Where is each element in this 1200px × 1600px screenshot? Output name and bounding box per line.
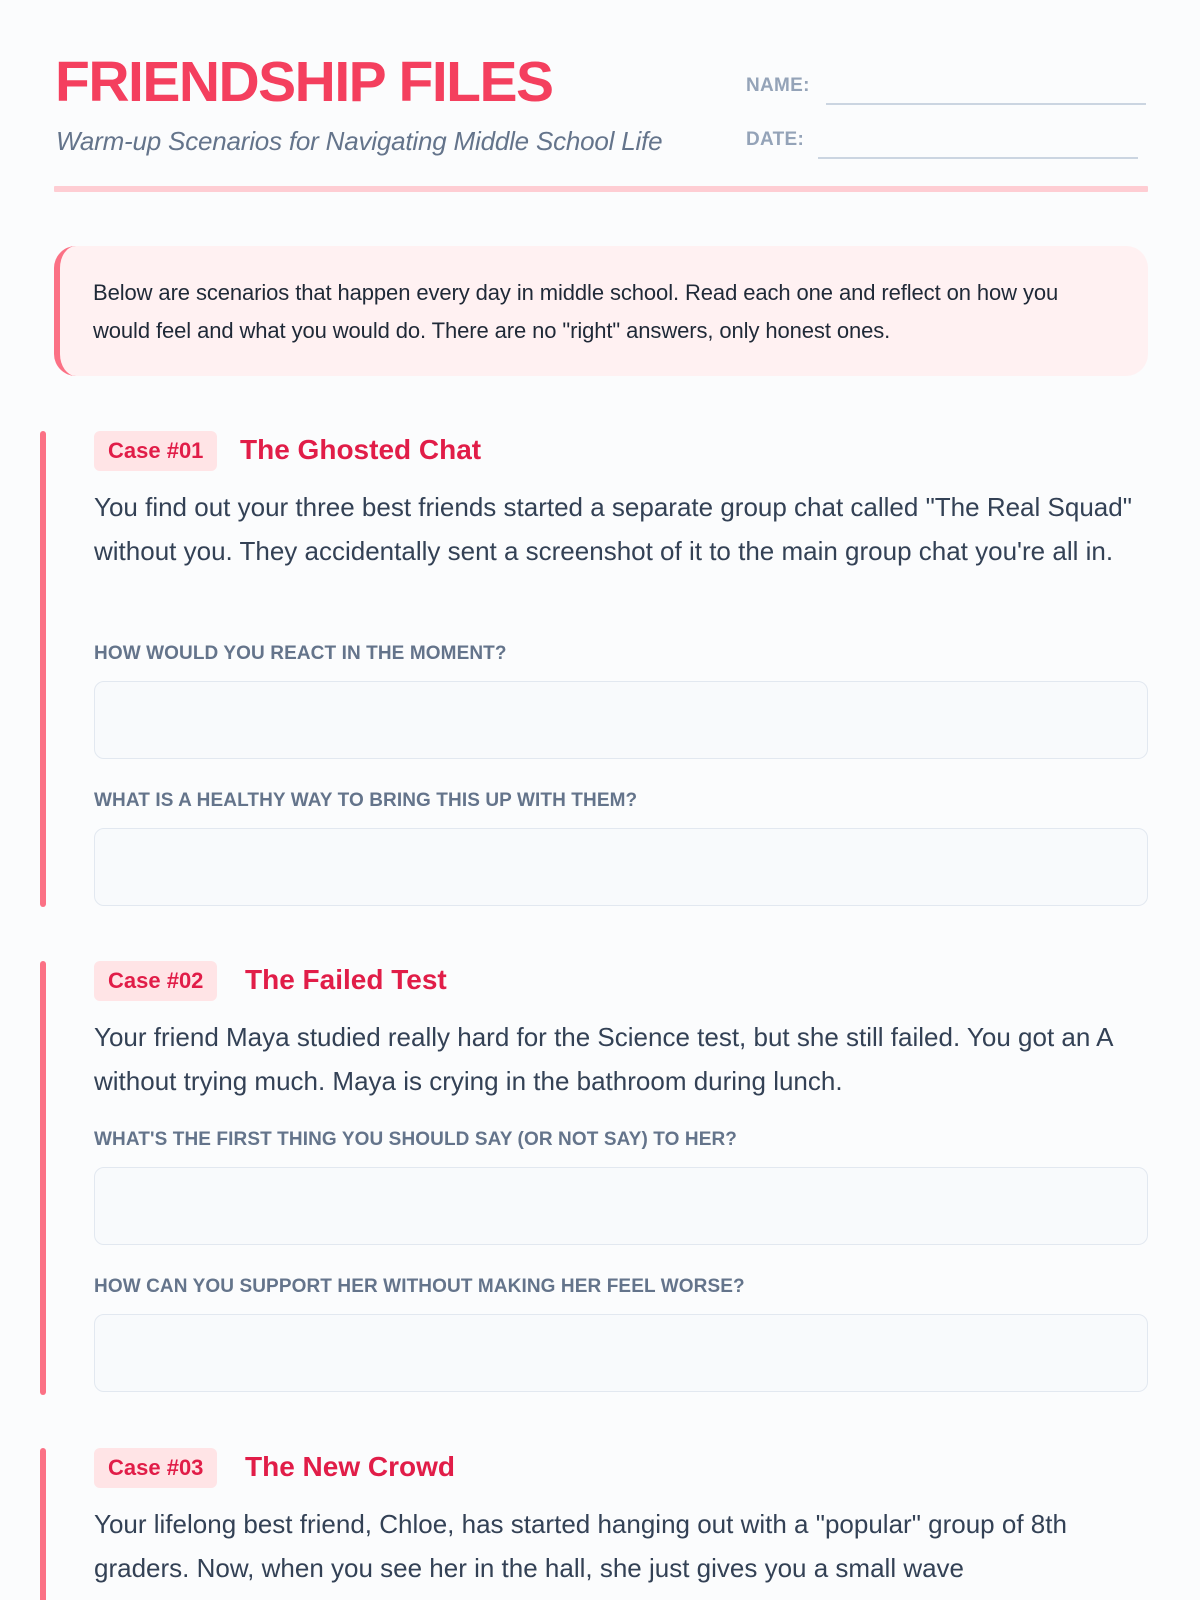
question-label: HOW WOULD YOU REACT IN THE MOMENT? bbox=[94, 643, 507, 664]
case-scenario-text: Your lifelong best friend, Chloe, has started hanging out with a "popular" group of 8th graders. Now, when you see her in the hall, she just gives you a small wave bbox=[94, 1509, 1067, 1583]
question-label: HOW CAN YOU SUPPORT HER WITHOUT MAKING HER FEEL WORSE? bbox=[94, 1276, 745, 1297]
case-accent-bar bbox=[40, 431, 46, 907]
case-accent-bar bbox=[40, 1448, 46, 1600]
case-number-badge: Case #01 bbox=[94, 431, 217, 471]
case-title: The New Crowd bbox=[245, 1451, 456, 1482]
name-field[interactable] bbox=[826, 103, 1146, 105]
case-card bbox=[40, 431, 1150, 911]
name-label: NAME: bbox=[746, 75, 810, 96]
answer-field[interactable] bbox=[94, 1314, 1148, 1392]
case-card bbox=[40, 961, 1150, 1397]
case-accent-bar bbox=[40, 961, 46, 1395]
case-card bbox=[40, 1448, 1150, 1600]
case-title: The Ghosted Chat bbox=[240, 434, 482, 465]
header-divider bbox=[54, 186, 1148, 192]
question-label: WHAT'S THE FIRST THING YOU SHOULD SAY (OR NOT SAY) TO HER? bbox=[94, 1129, 737, 1150]
date-field[interactable] bbox=[818, 157, 1138, 159]
case-scenario-text: You find out your three best friends started a separate group chat called "The Real Squad" without you. They accidentally sent a screenshot of it to the main group chat you're all in. bbox=[94, 492, 1132, 566]
page-subtitle: Warm-up Scenarios for Navigating Middle School Life bbox=[56, 126, 663, 156]
date-label: DATE: bbox=[746, 129, 805, 150]
case-number-badge: Case #02 bbox=[94, 961, 217, 1001]
case-title: The Failed Test bbox=[245, 964, 447, 995]
question-label: WHAT IS A HEALTHY WAY TO BRING THIS UP WITH THEM? bbox=[94, 790, 638, 811]
intro-callout bbox=[54, 246, 1148, 376]
answer-field[interactable] bbox=[94, 828, 1148, 906]
case-scenario-text: Your friend Maya studied really hard for the Science test, but she still failed. You got an A without trying much. Maya is crying in the bathroom during lunch. bbox=[94, 1022, 1113, 1096]
answer-field[interactable] bbox=[94, 1167, 1148, 1245]
answer-field[interactable] bbox=[94, 681, 1148, 759]
page-title: FRIENDSHIP FILES bbox=[55, 50, 553, 114]
intro-text: Below are scenarios that happen every day in middle school. Read each one and reflect on how you would feel and what you would do. There are no "right" answers, only honest ones. bbox=[93, 280, 1059, 343]
case-number-badge: Case #03 bbox=[94, 1448, 217, 1488]
